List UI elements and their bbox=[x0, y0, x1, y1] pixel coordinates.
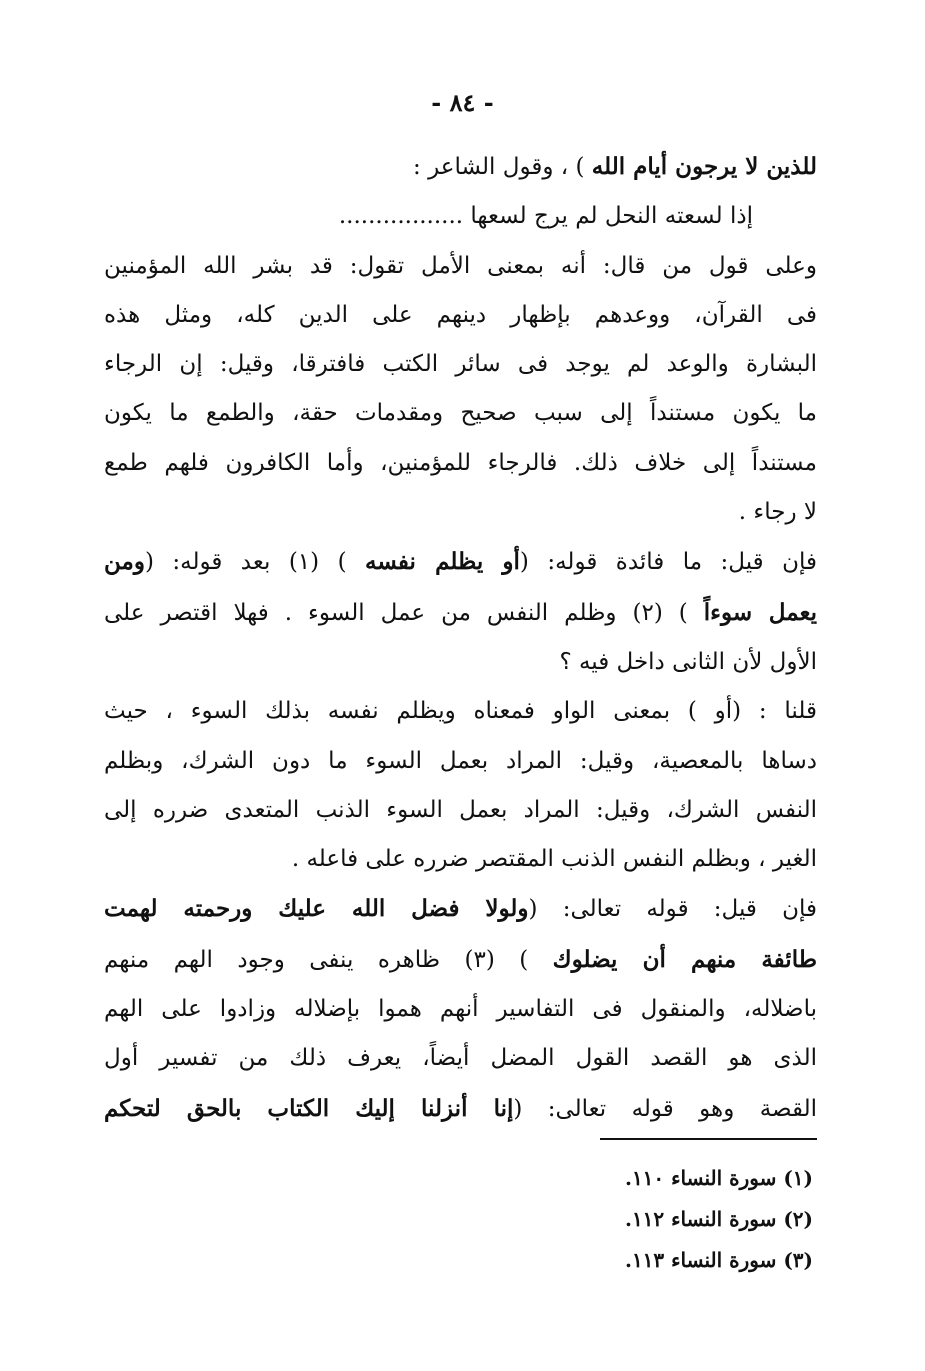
text-line bbox=[104, 1034, 817, 1083]
text-segment: إذا لسعته النحل لم يرج لسعها ................. bbox=[338, 203, 753, 230]
text-line bbox=[104, 985, 817, 1034]
text-line bbox=[104, 439, 817, 488]
text-segment: لا رجاء . bbox=[738, 499, 817, 526]
text-line bbox=[104, 537, 817, 587]
text-line bbox=[104, 786, 817, 835]
text-line bbox=[104, 884, 817, 934]
text-segment: ) (٣) ظاهره ينفى وجود الهم منهم bbox=[104, 946, 553, 973]
text-line bbox=[104, 291, 817, 340]
text-segment: فإن قيل: قوله تعالى: ( bbox=[528, 896, 817, 923]
text-segment: قلنا : (أو ) بمعنى الواو فمعناه ويظلم نفسه بذلك السوء ، حيث bbox=[104, 698, 817, 725]
text-segment: البشارة والوعد لم يوجد فى سائر الكتب فافترقا، وقيل: إن الرجاء bbox=[104, 351, 817, 378]
page-number: - ٨٤ - bbox=[431, 88, 494, 117]
text-segment: ما يكون مستنداً إلى سبب صحيح ومقدمات حقة، والطمع ما يكون bbox=[104, 400, 817, 427]
quran-quote: ومن bbox=[104, 548, 145, 576]
text-segment: وعلى قول من قال: أنه بمعنى الأمل تقول: قد بشر الله المؤمنين bbox=[104, 252, 817, 279]
text-line bbox=[104, 835, 817, 884]
text-segment: فى القرآن، ووعدهم بإظهار دينهم على الدين كله، ومثل هذه bbox=[104, 301, 817, 328]
text-line bbox=[104, 389, 817, 438]
text-line bbox=[104, 242, 817, 291]
text-segment: باضلاله، والمنقول فى التفاسير أنهم هموا بإضلاله وزادوا على الهم bbox=[104, 996, 817, 1023]
quran-quote: أو يظلم نفسه bbox=[365, 548, 520, 576]
text-line bbox=[104, 142, 817, 192]
text-segment: ) ، وقول الشاعر : bbox=[413, 154, 592, 180]
footnote-divider bbox=[600, 1138, 817, 1140]
quran-quote: طائفة منهم أن يضلوك bbox=[552, 945, 818, 973]
quran-quote: ولولا فضل الله عليك ورحمته لهمت bbox=[104, 895, 529, 923]
footnote: (٢) سورة النساء ١١٢. bbox=[624, 1207, 813, 1231]
text-line bbox=[104, 935, 817, 985]
text-segment: الغير ، وبظلم النفس الذنب المقتصر ضرره على فاعله . bbox=[291, 846, 817, 873]
text-line bbox=[104, 687, 817, 736]
text-segment: ) (١) بعد قوله: ( bbox=[144, 549, 366, 576]
footnote: (١) سورة النساء ١١٠. bbox=[624, 1166, 813, 1190]
text-line bbox=[104, 488, 817, 537]
quran-quote: يعمل سوءاً bbox=[703, 598, 817, 626]
body-text bbox=[104, 142, 817, 1134]
poetry-verse-line bbox=[104, 192, 817, 241]
text-line bbox=[104, 737, 817, 786]
text-segment: دساها بالمعصية، وقيل: المراد بعمل السوء ما دون الشرك، وبظلم bbox=[104, 747, 817, 774]
text-line bbox=[104, 1084, 817, 1134]
footnotes bbox=[400, 1158, 813, 1281]
text-segment: الذى هو القصد القول المضل أيضاً، يعرف ذلك من تفسير أول bbox=[104, 1045, 817, 1072]
text-line bbox=[104, 588, 817, 638]
text-segment: فإن قيل: ما فائدة قوله: ( bbox=[519, 549, 818, 576]
text-segment: القصة وهو قوله تعالى: ( bbox=[513, 1095, 817, 1122]
text-segment: ) (٢) وظلم النفس من عمل السوء . فهلا اقتصر على bbox=[104, 599, 704, 626]
quran-quote: للذين لا يرجون أيام الله bbox=[591, 153, 817, 180]
text-line bbox=[104, 638, 817, 687]
text-line bbox=[104, 340, 817, 389]
text-segment: الأول لأن الثانى داخل فيه ؟ bbox=[559, 648, 817, 675]
text-segment: النفس الشرك، وقيل: المراد بعمل السوء الذنب المتعدى ضرره إلى bbox=[104, 796, 817, 823]
text-segment: مستنداً إلى خلاف ذلك. فالرجاء للمؤمنين، وأما الكافرون فلهم طمع bbox=[104, 449, 817, 476]
quran-quote: إنا أنزلنا إليك الكتاب بالحق لتحكم bbox=[104, 1094, 514, 1122]
footnote: (٣) سورة النساء ١١٣. bbox=[624, 1248, 813, 1272]
